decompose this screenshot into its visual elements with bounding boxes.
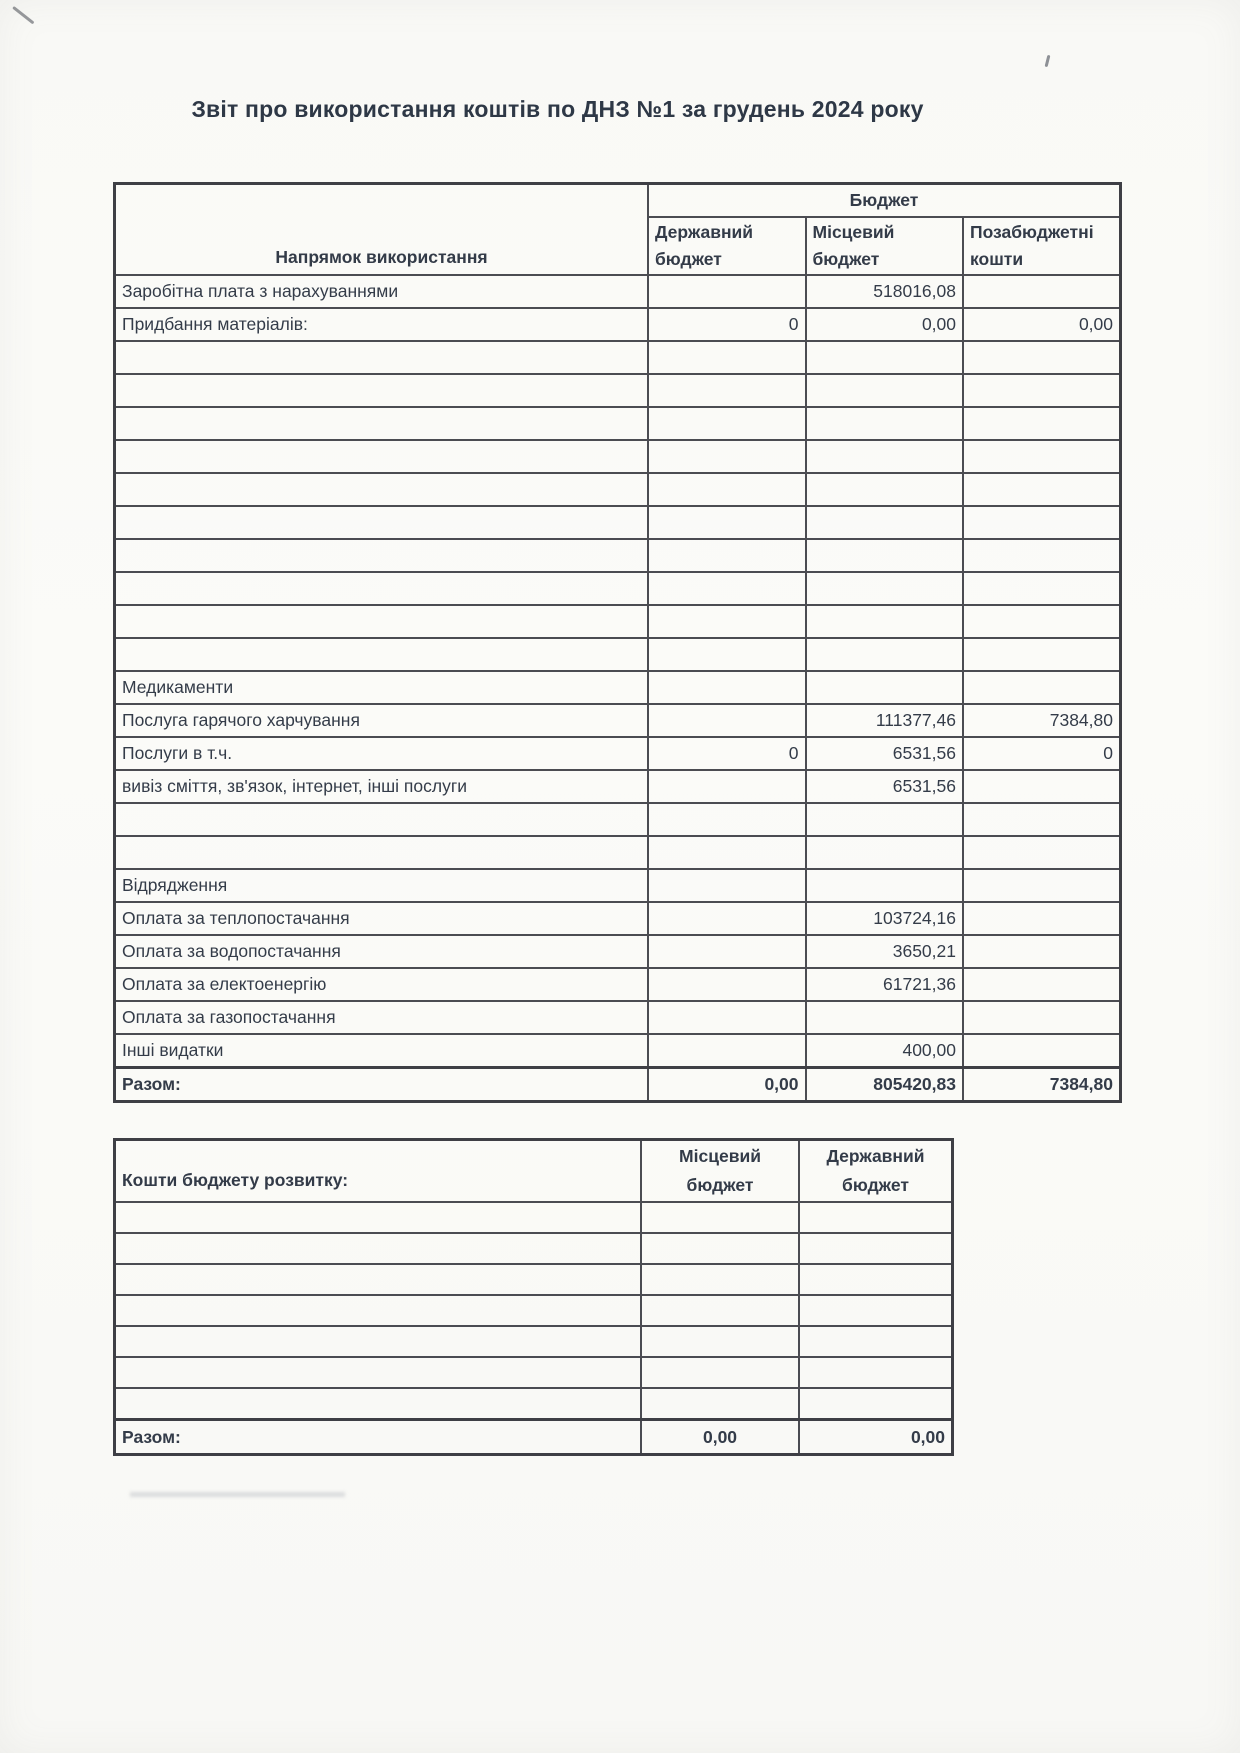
table-row-empty — [115, 836, 1121, 869]
state-budget-cell — [648, 770, 806, 803]
local-budget-cell: 61721,36 — [806, 968, 964, 1001]
extra-budget-cell — [963, 539, 1121, 572]
scan-artifact-smudge — [130, 1492, 345, 1497]
local-budget-cell — [806, 374, 964, 407]
table-row — [115, 671, 1121, 704]
state-budget-column-header: Державний бюджет — [799, 1140, 953, 1203]
extra-budget-cell — [963, 869, 1121, 902]
local-budget-cell: 518016,08 — [806, 275, 964, 308]
direction-cell: Медикаменти — [115, 671, 649, 704]
state-budget-cell — [648, 1034, 806, 1068]
header-row-budget-group — [115, 184, 1121, 218]
direction-cell — [115, 1357, 642, 1388]
state-budget-cell: 0 — [648, 737, 806, 770]
development-table-body — [115, 1202, 953, 1455]
extra-budget-cell — [963, 1001, 1121, 1034]
state-budget-cell — [799, 1295, 953, 1326]
local-budget-cell: 400,00 — [806, 1034, 964, 1068]
direction-cell — [115, 1326, 642, 1357]
extra-budget-cell — [963, 506, 1121, 539]
table-row — [115, 1420, 953, 1455]
local-budget-cell — [806, 605, 964, 638]
state-budget-cell — [648, 968, 806, 1001]
direction-cell — [115, 1388, 642, 1420]
table-row — [115, 968, 1121, 1001]
state-budget-cell — [648, 902, 806, 935]
state-budget-cell: 0,00 — [648, 1068, 806, 1102]
direction-cell: Оплата за газопостачання — [115, 1001, 649, 1034]
local-budget-cell: 805420,83 — [806, 1068, 964, 1102]
development-table-header — [115, 1140, 953, 1203]
extra-budget-cell — [963, 803, 1121, 836]
extra-budget-cell — [963, 605, 1121, 638]
state-budget-cell — [648, 440, 806, 473]
table-row-empty — [115, 341, 1121, 374]
extra-budget-cell — [963, 638, 1121, 671]
local-budget-cell — [806, 572, 964, 605]
local-budget-cell — [806, 539, 964, 572]
state-budget-cell — [648, 671, 806, 704]
table-row-empty — [115, 605, 1121, 638]
local-budget-cell — [806, 869, 964, 902]
state-budget-cell — [648, 605, 806, 638]
table-row — [115, 275, 1121, 308]
state-budget-cell — [799, 1326, 953, 1357]
local-budget-cell: 103724,16 — [806, 902, 964, 935]
direction-cell — [115, 1264, 642, 1295]
direction-cell — [115, 407, 649, 440]
state-budget-cell — [648, 473, 806, 506]
expenses-table-body — [115, 275, 1121, 1102]
direction-cell: Відрядження — [115, 869, 649, 902]
local-budget-cell — [641, 1202, 799, 1233]
table-row-empty — [115, 1295, 953, 1326]
state-budget-cell: 0 — [648, 308, 806, 341]
local-budget-cell — [806, 506, 964, 539]
table-row — [115, 869, 1121, 902]
state-budget-cell — [799, 1357, 953, 1388]
local-budget-cell — [641, 1264, 799, 1295]
local-budget-cell — [806, 473, 964, 506]
table-row-empty — [115, 1326, 953, 1357]
budget-group-header: Бюджет — [648, 184, 1121, 218]
local-budget-cell — [641, 1357, 799, 1388]
development-budget-title: Кошти бюджету розвитку: — [115, 1140, 642, 1203]
table-row-empty — [115, 1357, 953, 1388]
extra-budget-cell — [963, 407, 1121, 440]
extra-budget-column-header: Позабюджетні кошти — [963, 217, 1121, 275]
extra-budget-cell — [963, 671, 1121, 704]
table-row — [115, 935, 1121, 968]
local-budget-cell: 6531,56 — [806, 737, 964, 770]
extra-budget-cell — [963, 275, 1121, 308]
table-row-empty — [115, 539, 1121, 572]
direction-cell: Разом: — [115, 1068, 649, 1102]
extra-budget-cell — [963, 836, 1121, 869]
local-budget-cell — [806, 407, 964, 440]
state-budget-cell — [648, 935, 806, 968]
state-budget-cell — [648, 869, 806, 902]
direction-cell: Інші видатки — [115, 1034, 649, 1068]
local-budget-cell: 111377,46 — [806, 704, 964, 737]
state-budget-cell — [648, 539, 806, 572]
expenses-table — [113, 182, 1122, 1103]
local-budget-cell — [806, 1001, 964, 1034]
local-budget-cell — [806, 341, 964, 374]
state-budget-cell — [648, 836, 806, 869]
scan-artifact-mark — [1045, 55, 1051, 67]
extra-budget-cell — [963, 374, 1121, 407]
table-row — [115, 902, 1121, 935]
direction-cell — [115, 572, 649, 605]
expenses-table-header — [115, 184, 1121, 276]
table-row-empty — [115, 1202, 953, 1233]
extra-budget-cell — [963, 935, 1121, 968]
direction-cell — [115, 473, 649, 506]
direction-cell — [115, 836, 649, 869]
state-budget-cell — [648, 803, 806, 836]
table-row — [115, 1034, 1121, 1068]
state-budget-cell — [648, 1001, 806, 1034]
direction-cell — [115, 1233, 642, 1264]
extra-budget-cell: 0 — [963, 737, 1121, 770]
state-budget-cell — [648, 572, 806, 605]
direction-cell: Послуги в т.ч. — [115, 737, 649, 770]
state-budget-cell — [648, 704, 806, 737]
local-budget-cell — [806, 671, 964, 704]
extra-budget-cell — [963, 440, 1121, 473]
table-row-empty — [115, 1264, 953, 1295]
direction-cell: Послуга гарячого харчування — [115, 704, 649, 737]
local-budget-cell — [806, 803, 964, 836]
table-row-empty — [115, 1388, 953, 1420]
local-budget-cell — [641, 1326, 799, 1357]
extra-budget-cell — [963, 341, 1121, 374]
direction-cell: Разом: — [115, 1420, 642, 1455]
table-row-empty — [115, 638, 1121, 671]
extra-budget-cell: 7384,80 — [963, 704, 1121, 737]
direction-column-header: Напрямок використання — [115, 184, 649, 276]
local-budget-cell — [806, 638, 964, 671]
local-budget-column-header: Місцевий бюджет — [641, 1140, 799, 1203]
local-budget-cell — [641, 1233, 799, 1264]
local-budget-column-header: Місцевий бюджет — [806, 217, 964, 275]
direction-cell — [115, 605, 649, 638]
table-row — [115, 308, 1121, 341]
direction-cell — [115, 803, 649, 836]
local-budget-cell: 6531,56 — [806, 770, 964, 803]
table-row-empty — [115, 473, 1121, 506]
extra-budget-cell — [963, 473, 1121, 506]
state-budget-cell — [799, 1202, 953, 1233]
state-budget-cell — [648, 341, 806, 374]
table-row-empty — [115, 440, 1121, 473]
development-budget-table — [113, 1138, 954, 1456]
state-budget-cell — [799, 1264, 953, 1295]
direction-cell — [115, 539, 649, 572]
table-row — [115, 1068, 1121, 1102]
header-row — [115, 1140, 953, 1203]
table-row — [115, 1001, 1121, 1034]
extra-budget-cell: 0,00 — [963, 308, 1121, 341]
table-row-empty — [115, 374, 1121, 407]
local-budget-cell: 0,00 — [641, 1420, 799, 1455]
state-budget-cell — [648, 275, 806, 308]
extra-budget-cell — [963, 572, 1121, 605]
state-budget-cell: 0,00 — [799, 1420, 953, 1455]
direction-cell — [115, 1202, 642, 1233]
direction-cell: Оплата за електоенергію — [115, 968, 649, 1001]
scan-artifact-corner — [12, 6, 34, 24]
state-budget-column-header: Державний бюджет — [648, 217, 806, 275]
direction-cell — [115, 341, 649, 374]
extra-budget-cell: 7384,80 — [963, 1068, 1121, 1102]
table-row-empty — [115, 506, 1121, 539]
direction-cell — [115, 440, 649, 473]
state-budget-cell — [799, 1233, 953, 1264]
document-title: Звіт про використання коштів по ДНЗ №1 за грудень 2024 року — [191, 96, 924, 122]
direction-cell — [115, 506, 649, 539]
state-budget-cell — [648, 638, 806, 671]
table-row-empty — [115, 572, 1121, 605]
local-budget-cell — [806, 836, 964, 869]
extra-budget-cell — [963, 968, 1121, 1001]
local-budget-cell — [641, 1388, 799, 1420]
direction-cell — [115, 638, 649, 671]
local-budget-cell: 0,00 — [806, 308, 964, 341]
direction-cell: Заробітна плата з нарахуваннями — [115, 275, 649, 308]
local-budget-cell — [806, 440, 964, 473]
local-budget-cell — [641, 1295, 799, 1326]
table-row — [115, 770, 1121, 803]
table-row-empty — [115, 1233, 953, 1264]
extra-budget-cell — [963, 770, 1121, 803]
state-budget-cell — [648, 374, 806, 407]
direction-cell: Оплата за водопостачання — [115, 935, 649, 968]
direction-cell: Придбання матеріалів: — [115, 308, 649, 341]
state-budget-cell — [648, 407, 806, 440]
table-row-empty — [115, 803, 1121, 836]
extra-budget-cell — [963, 1034, 1121, 1068]
direction-cell: вивіз сміття, зв'язок, інтернет, інші послуги — [115, 770, 649, 803]
local-budget-cell: 3650,21 — [806, 935, 964, 968]
direction-cell — [115, 374, 649, 407]
direction-cell: Оплата за теплопостачання — [115, 902, 649, 935]
table-row-empty — [115, 407, 1121, 440]
state-budget-cell — [799, 1388, 953, 1420]
table-row — [115, 737, 1121, 770]
extra-budget-cell — [963, 902, 1121, 935]
table-row — [115, 704, 1121, 737]
direction-cell — [115, 1295, 642, 1326]
state-budget-cell — [648, 506, 806, 539]
